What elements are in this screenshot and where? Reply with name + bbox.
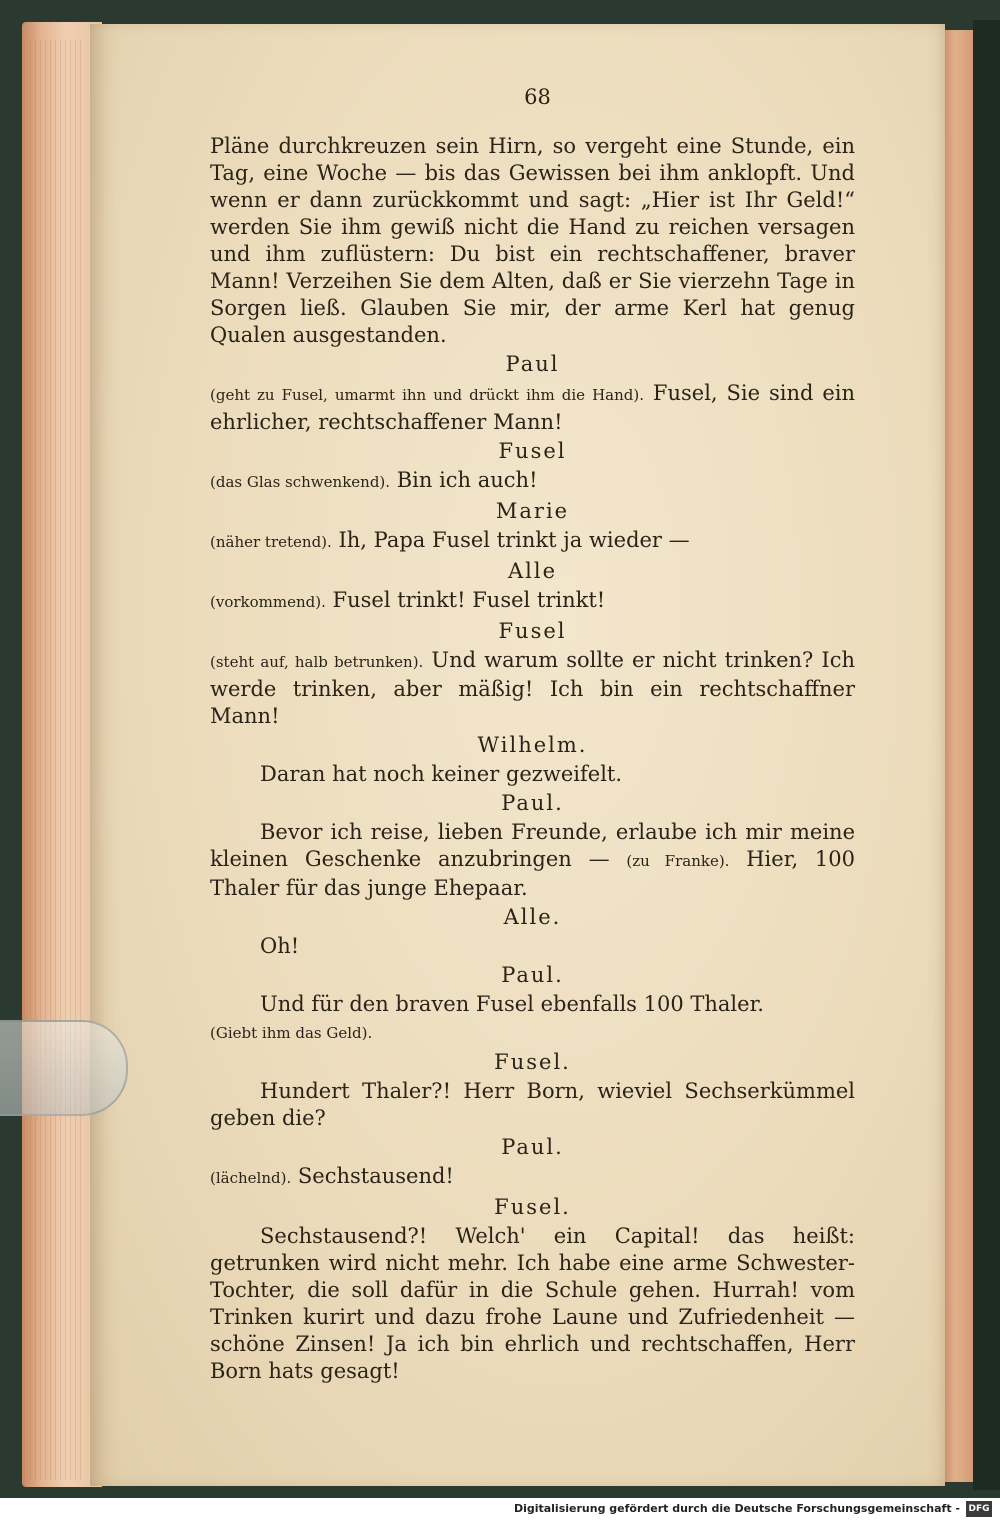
dialogue-text: Sechstausend! <box>291 1164 454 1188</box>
dialogue-line <box>210 527 855 556</box>
dialogue-line <box>210 1163 855 1192</box>
dialogue-line: Hundert Thaler?! Herr Born, wieviel Sechserkümmel geben die? <box>210 1079 855 1130</box>
book-page-stack-lines <box>30 40 85 1480</box>
stage-direction: (geht zu Fusel, umarmt ihn und drückt ihm die Hand). <box>210 386 644 404</box>
book-page-edge-right <box>943 30 973 1482</box>
speaker-name: Wilhelm. <box>477 733 588 757</box>
page-clip <box>0 1020 128 1116</box>
page-number: 68 <box>524 85 551 109</box>
speaker-name: Fusel <box>498 439 567 463</box>
page-text <box>210 84 855 1385</box>
dialogue-text: Fusel trinkt! Fusel trinkt! <box>325 588 606 612</box>
dialogue-line <box>210 647 855 730</box>
dialogue-line <box>210 587 855 616</box>
dialogue-line: Daran hat noch keiner gezweifelt. <box>260 762 623 786</box>
stage-direction: (Giebt ihm das Geld). <box>210 1024 373 1042</box>
stage-direction: (steht auf, halb betrunken). <box>210 653 424 671</box>
dialogue-line <box>210 819 855 902</box>
dialogue-line: Sechstausend?! Welch' ein Capital! das heißt: getrunken wird nicht mehr. Ich habe eine arme Schwester-Tochter, die soll dafür in die Schule gehen. Hurrah! vom Trinken kurirt und dazu frohe Laune und Zufriedenheit — schöne Zinsen! Ja ich bin ehrlich und rechtschaffen, Herr Born hats gesagt! <box>210 1224 855 1383</box>
dialogue-text: Und warum sollte er nicht trinken? Ich werde trinken, aber mäßig! Ich bin ein rechtschaffner Mann! <box>210 648 855 728</box>
footer-bar <box>0 1498 1000 1521</box>
speaker-name: Fusel <box>498 619 567 643</box>
speaker-name: Paul. <box>501 963 564 987</box>
stage-direction: (zu Franke). <box>626 852 730 870</box>
stage-direction: (vorkommend). <box>210 593 326 611</box>
stage-direction: (näher tretend). <box>210 533 332 551</box>
dialogue-text: Hier, 100 Thaler für das junge Ehepaar. <box>210 847 855 900</box>
speaker-name: Fusel. <box>494 1195 571 1219</box>
dialogue-text: Und für den braven Fusel ebenfalls 100 Thaler. <box>260 992 764 1016</box>
paragraph: Pläne durchkreuzen sein Hirn, so vergeht eine Stunde, ein Tag, eine Woche — bis das Gewissen bei ihm anklopft. Und wenn er dann zurückkommt und sagt: „Hier ist Ihr Geld!“ werden Sie ihm gewiß nicht die Hand zu reichen versagen und ihm zuflüstern: Du bist ein rechtschaffener, braver Mann! Verzeihen Sie dem Alten, daß er Sie vierzehn Tage in Sorgen ließ. Glauben Sie mir, der arme Kerl hat genug Qualen ausgestanden. <box>210 134 855 347</box>
dialogue-text: Fusel, Sie sind ein ehrlicher, rechtschaffener Mann! <box>210 381 855 434</box>
speaker-name: Paul. <box>501 1135 564 1159</box>
stage-direction: (lächelnd). <box>210 1169 292 1187</box>
dialogue-line: Oh! <box>260 934 300 958</box>
speaker-name: Paul <box>505 352 560 376</box>
speaker-name: Alle <box>507 559 558 583</box>
dialogue-line <box>210 991 855 1047</box>
scan-border-right <box>973 20 1000 1490</box>
funding-notice: Digitalisierung gefördert durch die Deutsche Forschungsgemeinschaft - <box>513 1502 960 1515</box>
dialogue-text: Ih, Papa Fusel trinkt ja wieder — <box>331 528 690 552</box>
dialogue-text: Bevor ich reise, lieben Freunde, erlaube ich mir meine kleinen Geschenke anzubringen — <box>210 820 855 871</box>
dialogue-line <box>210 380 855 436</box>
dialogue-line <box>210 467 855 496</box>
dialogue-text: Bin ich auch! <box>390 468 538 492</box>
stage-direction: (das Glas schwenkend). <box>210 473 391 491</box>
speaker-name: Paul. <box>501 791 564 815</box>
dfg-logo: DFG <box>966 1501 992 1517</box>
speaker-name: Alle. <box>503 905 562 929</box>
speaker-name: Fusel. <box>494 1050 571 1074</box>
speaker-name: Marie <box>495 499 570 523</box>
